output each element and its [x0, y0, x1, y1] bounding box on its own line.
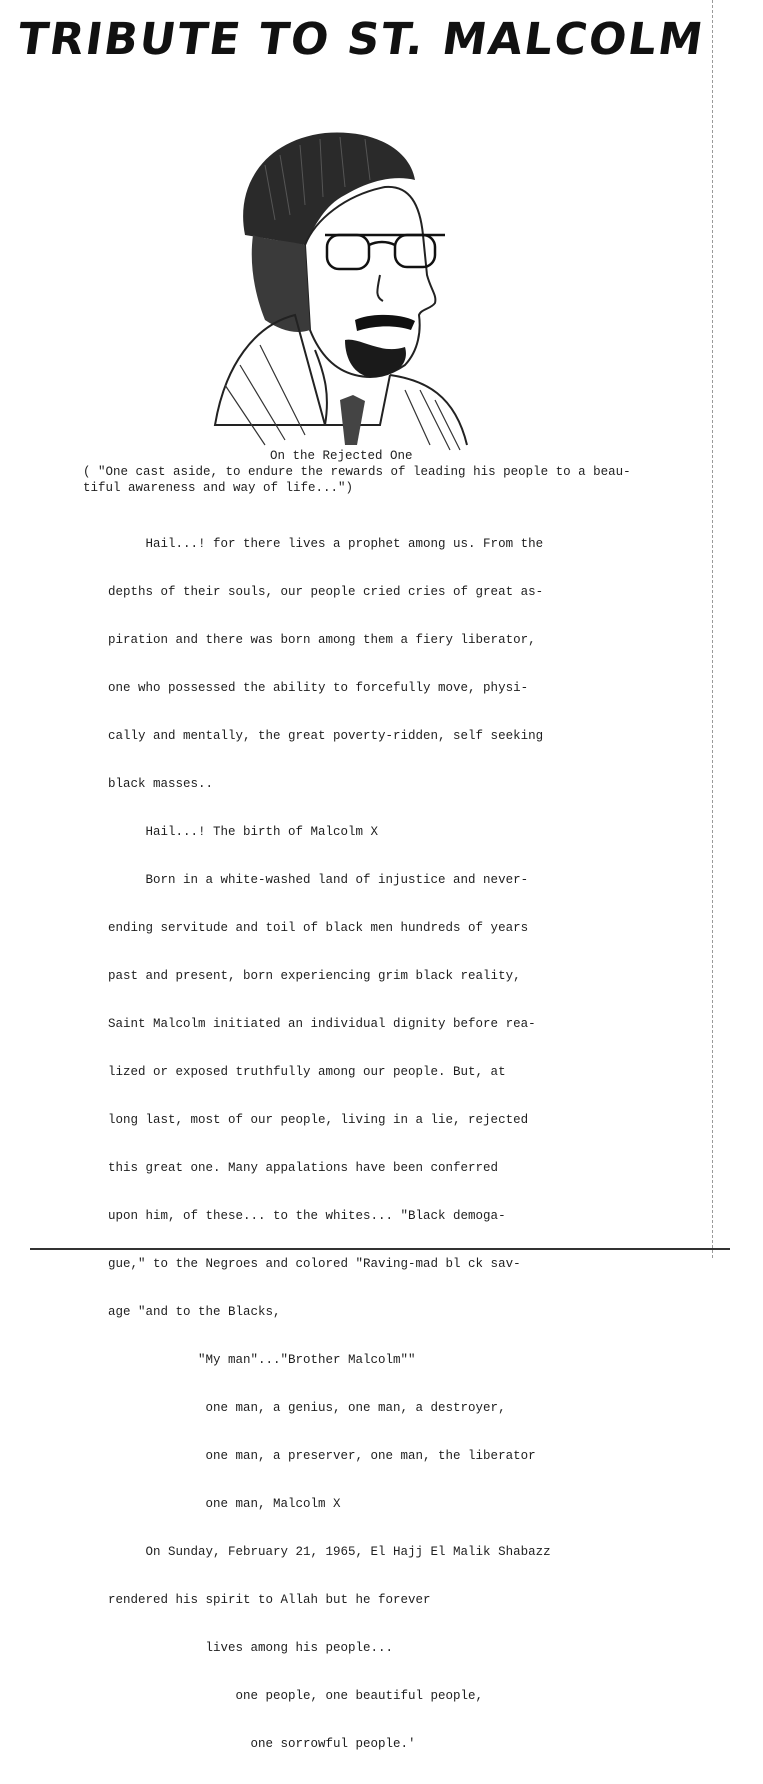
text-line: age "and to the Blacks, — [108, 1305, 281, 1319]
text-line: Hail...! The birth of Malcolm X — [108, 825, 379, 839]
text-line: one man, a preserver, one man, the liberator — [108, 1449, 536, 1463]
text-line: lives among his people... — [108, 1641, 394, 1655]
text-line: rendered his spirit to Allah but he forever — [108, 1593, 431, 1607]
text-line: past and present, born experiencing grim black reality, — [108, 969, 521, 983]
text-line: one sorrowful people.' — [108, 1737, 416, 1751]
text-line: black masses.. — [108, 777, 214, 791]
text-line: upon him, of these... to the whites... "Black demoga- — [108, 1209, 506, 1223]
text-line: one people, one beautiful people, — [108, 1689, 484, 1703]
text-line: gue," to the Negroes and colored "Raving-mad bl ck sav- — [108, 1257, 521, 1271]
text-line: one man, Malcolm X — [108, 1497, 341, 1511]
text-line: Hail...! for there lives a prophet among us. From the — [108, 537, 544, 551]
text-line: Saint Malcolm initiated an individual dignity before rea- — [108, 1017, 536, 1031]
document-title: TRIBUTE TO ST. MALCOLM — [14, 14, 708, 65]
text-line: On Sunday, February 21, 1965, El Hajj El Malik Shabazz — [108, 1545, 551, 1559]
text-line: piration and there was born among them a fiery liberator, — [108, 633, 536, 647]
text-line: long last, most of our people, living in a lie, rejected — [108, 1113, 529, 1127]
text-line: lized or exposed truthfully among our people. But, at — [108, 1065, 506, 1079]
page-fold-line — [712, 0, 714, 1258]
caption: On the Rejected One — [270, 449, 413, 463]
page-bottom-edge — [30, 1248, 730, 1250]
subtitle: ( "One cast aside, to endure the rewards of leading his people to a beau-tiful awareness and way of life...") — [83, 465, 631, 495]
text-line: one who possessed the ability to forcefully move, physi- — [108, 681, 529, 695]
text-line: depths of their souls, our people cried cries of great as- — [108, 585, 544, 599]
malcolm-x-portrait-drawing — [205, 125, 475, 455]
text-line: this great one. Many appalations have been conferred — [108, 1161, 499, 1175]
poem-body — [108, 504, 551, 1784]
text-line: ending servitude and toil of black men hundreds of years — [108, 921, 529, 935]
text-line: "My man"..."Brother Malcolm"" — [108, 1353, 416, 1367]
text-line: cally and mentally, the great poverty-ridden, self seeking — [108, 729, 544, 743]
text-line: one man, a genius, one man, a destroyer, — [108, 1401, 506, 1415]
text-line: Born in a white-washed land of injustice and never- — [108, 873, 529, 887]
